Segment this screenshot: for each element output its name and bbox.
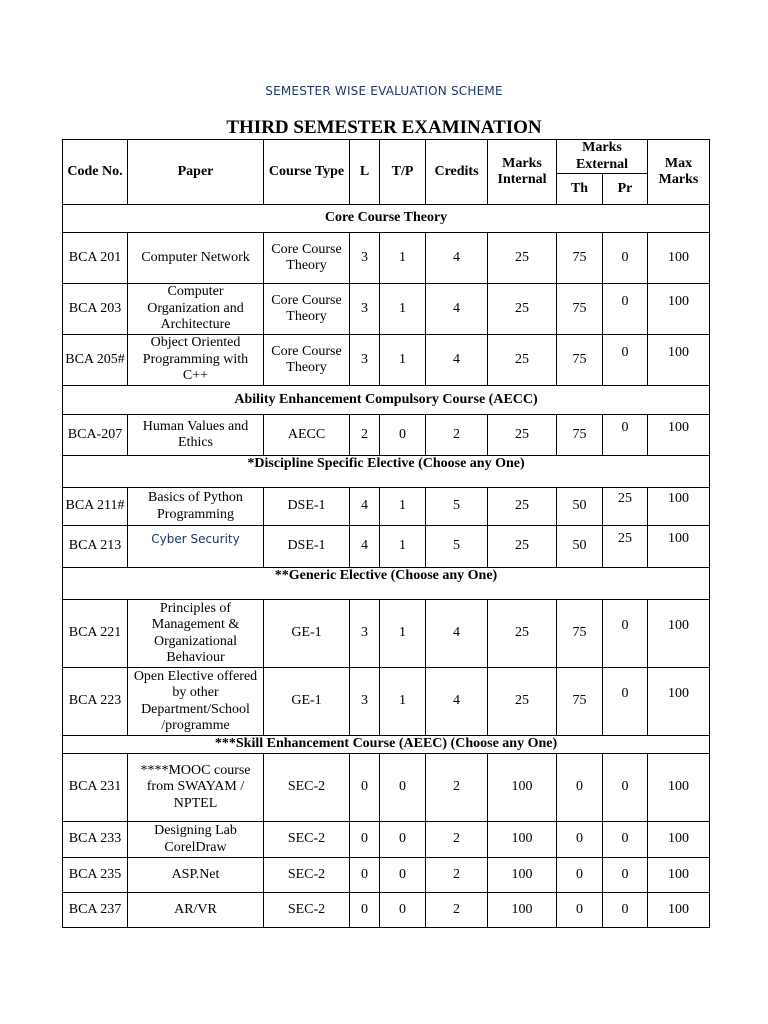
table-row — [63, 600, 710, 668]
row-th: 50 — [557, 526, 603, 568]
row-course-type: GE-1 — [264, 668, 350, 736]
row-internal: 25 — [488, 284, 557, 335]
row-max — [648, 335, 710, 386]
section-aecc-title: Ability Enhancement Compulsory Course (AECC) — [63, 386, 710, 415]
row-internal: 100 — [488, 858, 557, 893]
row-th: 75 — [557, 284, 603, 335]
col-tp: T/P — [380, 140, 426, 205]
row-max — [648, 668, 710, 736]
col-l: L — [350, 140, 380, 205]
section-dse — [63, 456, 710, 488]
row-tp: 0 — [380, 754, 426, 822]
row-l: 3 — [350, 233, 380, 284]
row-internal: 100 — [488, 822, 557, 858]
row-tp: 0 — [380, 893, 426, 928]
table-row — [63, 335, 710, 386]
row-course-type: AECC — [264, 415, 350, 456]
row-paper: ASP.Net — [128, 858, 264, 893]
row-internal: 25 — [488, 526, 557, 568]
row-max-value: 100 — [668, 344, 690, 360]
row-pr: 0 — [603, 893, 648, 928]
row-tp: 1 — [380, 600, 426, 668]
row-l: 3 — [350, 335, 380, 386]
table-row — [63, 233, 710, 284]
row-max-value: 100 — [668, 531, 690, 547]
row-th: 75 — [557, 668, 603, 736]
row-internal: 25 — [488, 600, 557, 668]
col-paper: Paper — [128, 140, 264, 205]
row-tp: 1 — [380, 335, 426, 386]
row-l: 4 — [350, 526, 380, 568]
row-pr — [603, 600, 648, 668]
row-max — [648, 526, 710, 568]
col-marks-external: Marks External — [557, 140, 648, 174]
section-ge-label: **Generic Elective (Choose any One) — [274, 568, 498, 584]
section-dse-label: *Discipline Specific Elective (Choose any One) — [247, 456, 525, 472]
row-credits: 2 — [426, 415, 488, 456]
row-code: BCA 213 — [63, 526, 128, 568]
row-pr-value: 0 — [621, 419, 629, 435]
row-code: BCA-207 — [63, 415, 128, 456]
row-internal: 25 — [488, 488, 557, 526]
row-code: BCA 237 — [63, 893, 128, 928]
row-internal: 25 — [488, 668, 557, 736]
row-pr-value: 25 — [618, 491, 632, 507]
row-paper: Open Elective offered by other Department/School /programme — [128, 668, 264, 736]
row-th: 75 — [557, 415, 603, 456]
section-aecc — [63, 386, 710, 415]
row-th: 0 — [557, 893, 603, 928]
row-pr-value: 0 — [621, 344, 629, 360]
row-pr — [603, 284, 648, 335]
row-l: 3 — [350, 600, 380, 668]
table-row — [63, 858, 710, 893]
row-internal: 25 — [488, 335, 557, 386]
row-course-type: SEC-2 — [264, 754, 350, 822]
row-course-type: SEC-2 — [264, 822, 350, 858]
row-internal: 25 — [488, 233, 557, 284]
row-paper: AR/VR — [128, 893, 264, 928]
section-ge — [63, 568, 710, 600]
row-code: BCA 233 — [63, 822, 128, 858]
row-tp: 1 — [380, 284, 426, 335]
row-paper: Computer Organization and Architecture — [128, 284, 264, 335]
table-row — [63, 284, 710, 335]
row-th: 75 — [557, 600, 603, 668]
row-max-value: 100 — [668, 686, 690, 702]
row-l: 0 — [350, 858, 380, 893]
row-pr-value: 0 — [621, 293, 629, 309]
col-marks-internal: Marks Internal — [488, 140, 557, 205]
section-core — [63, 205, 710, 233]
row-l: 2 — [350, 415, 380, 456]
row-paper: Basics of Python Programming — [128, 488, 264, 526]
row-max: 100 — [648, 754, 710, 822]
table-row — [63, 488, 710, 526]
row-code: BCA 201 — [63, 233, 128, 284]
row-pr — [603, 668, 648, 736]
row-tp: 0 — [380, 415, 426, 456]
row-l: 4 — [350, 488, 380, 526]
row-pr: 0 — [603, 858, 648, 893]
section-ge-title — [63, 568, 710, 600]
row-pr — [603, 335, 648, 386]
row-course-type: Core Course Theory — [264, 233, 350, 284]
row-max-value: 100 — [668, 491, 690, 507]
row-th: 75 — [557, 335, 603, 386]
table-row — [63, 754, 710, 822]
section-core-title: Core Course Theory — [63, 205, 710, 233]
row-course-type: DSE-1 — [264, 488, 350, 526]
row-code: BCA 231 — [63, 754, 128, 822]
row-paper: ****MOOC course from SWAYAM / NPTEL — [128, 754, 264, 822]
row-pr — [603, 488, 648, 526]
row-max — [648, 600, 710, 668]
row-tp: 1 — [380, 233, 426, 284]
row-tp: 1 — [380, 488, 426, 526]
row-th: 0 — [557, 822, 603, 858]
row-max-value: 100 — [668, 419, 690, 435]
row-tp: 0 — [380, 822, 426, 858]
col-th: Th — [557, 174, 603, 205]
row-tp: 1 — [380, 668, 426, 736]
row-pr: 0 — [603, 754, 648, 822]
col-course-type: Course Type — [264, 140, 350, 205]
row-course-type: SEC-2 — [264, 893, 350, 928]
table-row — [63, 893, 710, 928]
row-paper: Principles of Management & Organizational Behaviour — [128, 600, 264, 668]
table-row — [63, 668, 710, 736]
col-credits: Credits — [426, 140, 488, 205]
row-code: BCA 203 — [63, 284, 128, 335]
row-course-type: DSE-1 — [264, 526, 350, 568]
row-max: 100 — [648, 893, 710, 928]
row-th: 75 — [557, 233, 603, 284]
row-pr — [603, 415, 648, 456]
row-max-value: 100 — [668, 293, 690, 309]
row-l: 0 — [350, 893, 380, 928]
row-credits: 5 — [426, 526, 488, 568]
row-th: 50 — [557, 488, 603, 526]
col-pr: Pr — [603, 174, 648, 205]
header-row — [63, 140, 710, 174]
row-pr-value: 0 — [621, 618, 629, 634]
row-th: 0 — [557, 858, 603, 893]
section-sec-title: ***Skill Enhancement Course (AEEC) (Choose any One) — [63, 736, 710, 754]
row-paper: Designing Lab CorelDraw — [128, 822, 264, 858]
row-course-type: Core Course Theory — [264, 335, 350, 386]
row-paper: Computer Network — [128, 233, 264, 284]
row-paper-value: Cyber Security — [151, 531, 240, 546]
row-l: 0 — [350, 822, 380, 858]
row-credits: 2 — [426, 754, 488, 822]
col-max-marks: Max Marks — [648, 140, 710, 205]
row-credits: 5 — [426, 488, 488, 526]
row-course-type: Core Course Theory — [264, 284, 350, 335]
row-paper: Object Oriented Programming with C++ — [128, 335, 264, 386]
row-credits: 2 — [426, 893, 488, 928]
row-l: 3 — [350, 284, 380, 335]
row-code: BCA 211# — [63, 488, 128, 526]
row-pr-value: 25 — [618, 531, 632, 547]
row-max: 100 — [648, 822, 710, 858]
scheme-subtitle: SEMESTER WISE EVALUATION SCHEME — [265, 84, 503, 98]
row-max: 100 — [648, 858, 710, 893]
row-credits: 2 — [426, 858, 488, 893]
page-title: THIRD SEMESTER EXAMINATION — [226, 117, 542, 138]
row-internal: 25 — [488, 415, 557, 456]
row-pr: 0 — [603, 822, 648, 858]
row-pr: 0 — [603, 233, 648, 284]
row-max-value: 100 — [668, 618, 690, 634]
row-tp: 0 — [380, 858, 426, 893]
row-paper: Human Values and Ethics — [128, 415, 264, 456]
row-max — [648, 415, 710, 456]
col-code: Code No. — [63, 140, 128, 205]
row-credits: 2 — [426, 822, 488, 858]
row-course-type: GE-1 — [264, 600, 350, 668]
row-course-type: SEC-2 — [264, 858, 350, 893]
row-paper — [128, 526, 264, 568]
evaluation-table — [62, 139, 710, 928]
row-max — [648, 488, 710, 526]
row-credits: 4 — [426, 600, 488, 668]
row-th: 0 — [557, 754, 603, 822]
row-max: 100 — [648, 233, 710, 284]
row-pr — [603, 526, 648, 568]
row-credits: 4 — [426, 233, 488, 284]
row-code: BCA 235 — [63, 858, 128, 893]
row-code: BCA 205# — [63, 335, 128, 386]
table-row — [63, 415, 710, 456]
row-max — [648, 284, 710, 335]
section-dse-title — [63, 456, 710, 488]
row-internal: 100 — [488, 754, 557, 822]
row-l: 3 — [350, 668, 380, 736]
row-credits: 4 — [426, 668, 488, 736]
row-l: 0 — [350, 754, 380, 822]
row-internal: 100 — [488, 893, 557, 928]
row-code: BCA 223 — [63, 668, 128, 736]
row-credits: 4 — [426, 284, 488, 335]
row-pr-value: 0 — [621, 686, 629, 702]
row-credits: 4 — [426, 335, 488, 386]
table-row — [63, 822, 710, 858]
row-tp: 1 — [380, 526, 426, 568]
section-sec — [63, 736, 710, 754]
row-code: BCA 221 — [63, 600, 128, 668]
table-row — [63, 526, 710, 568]
